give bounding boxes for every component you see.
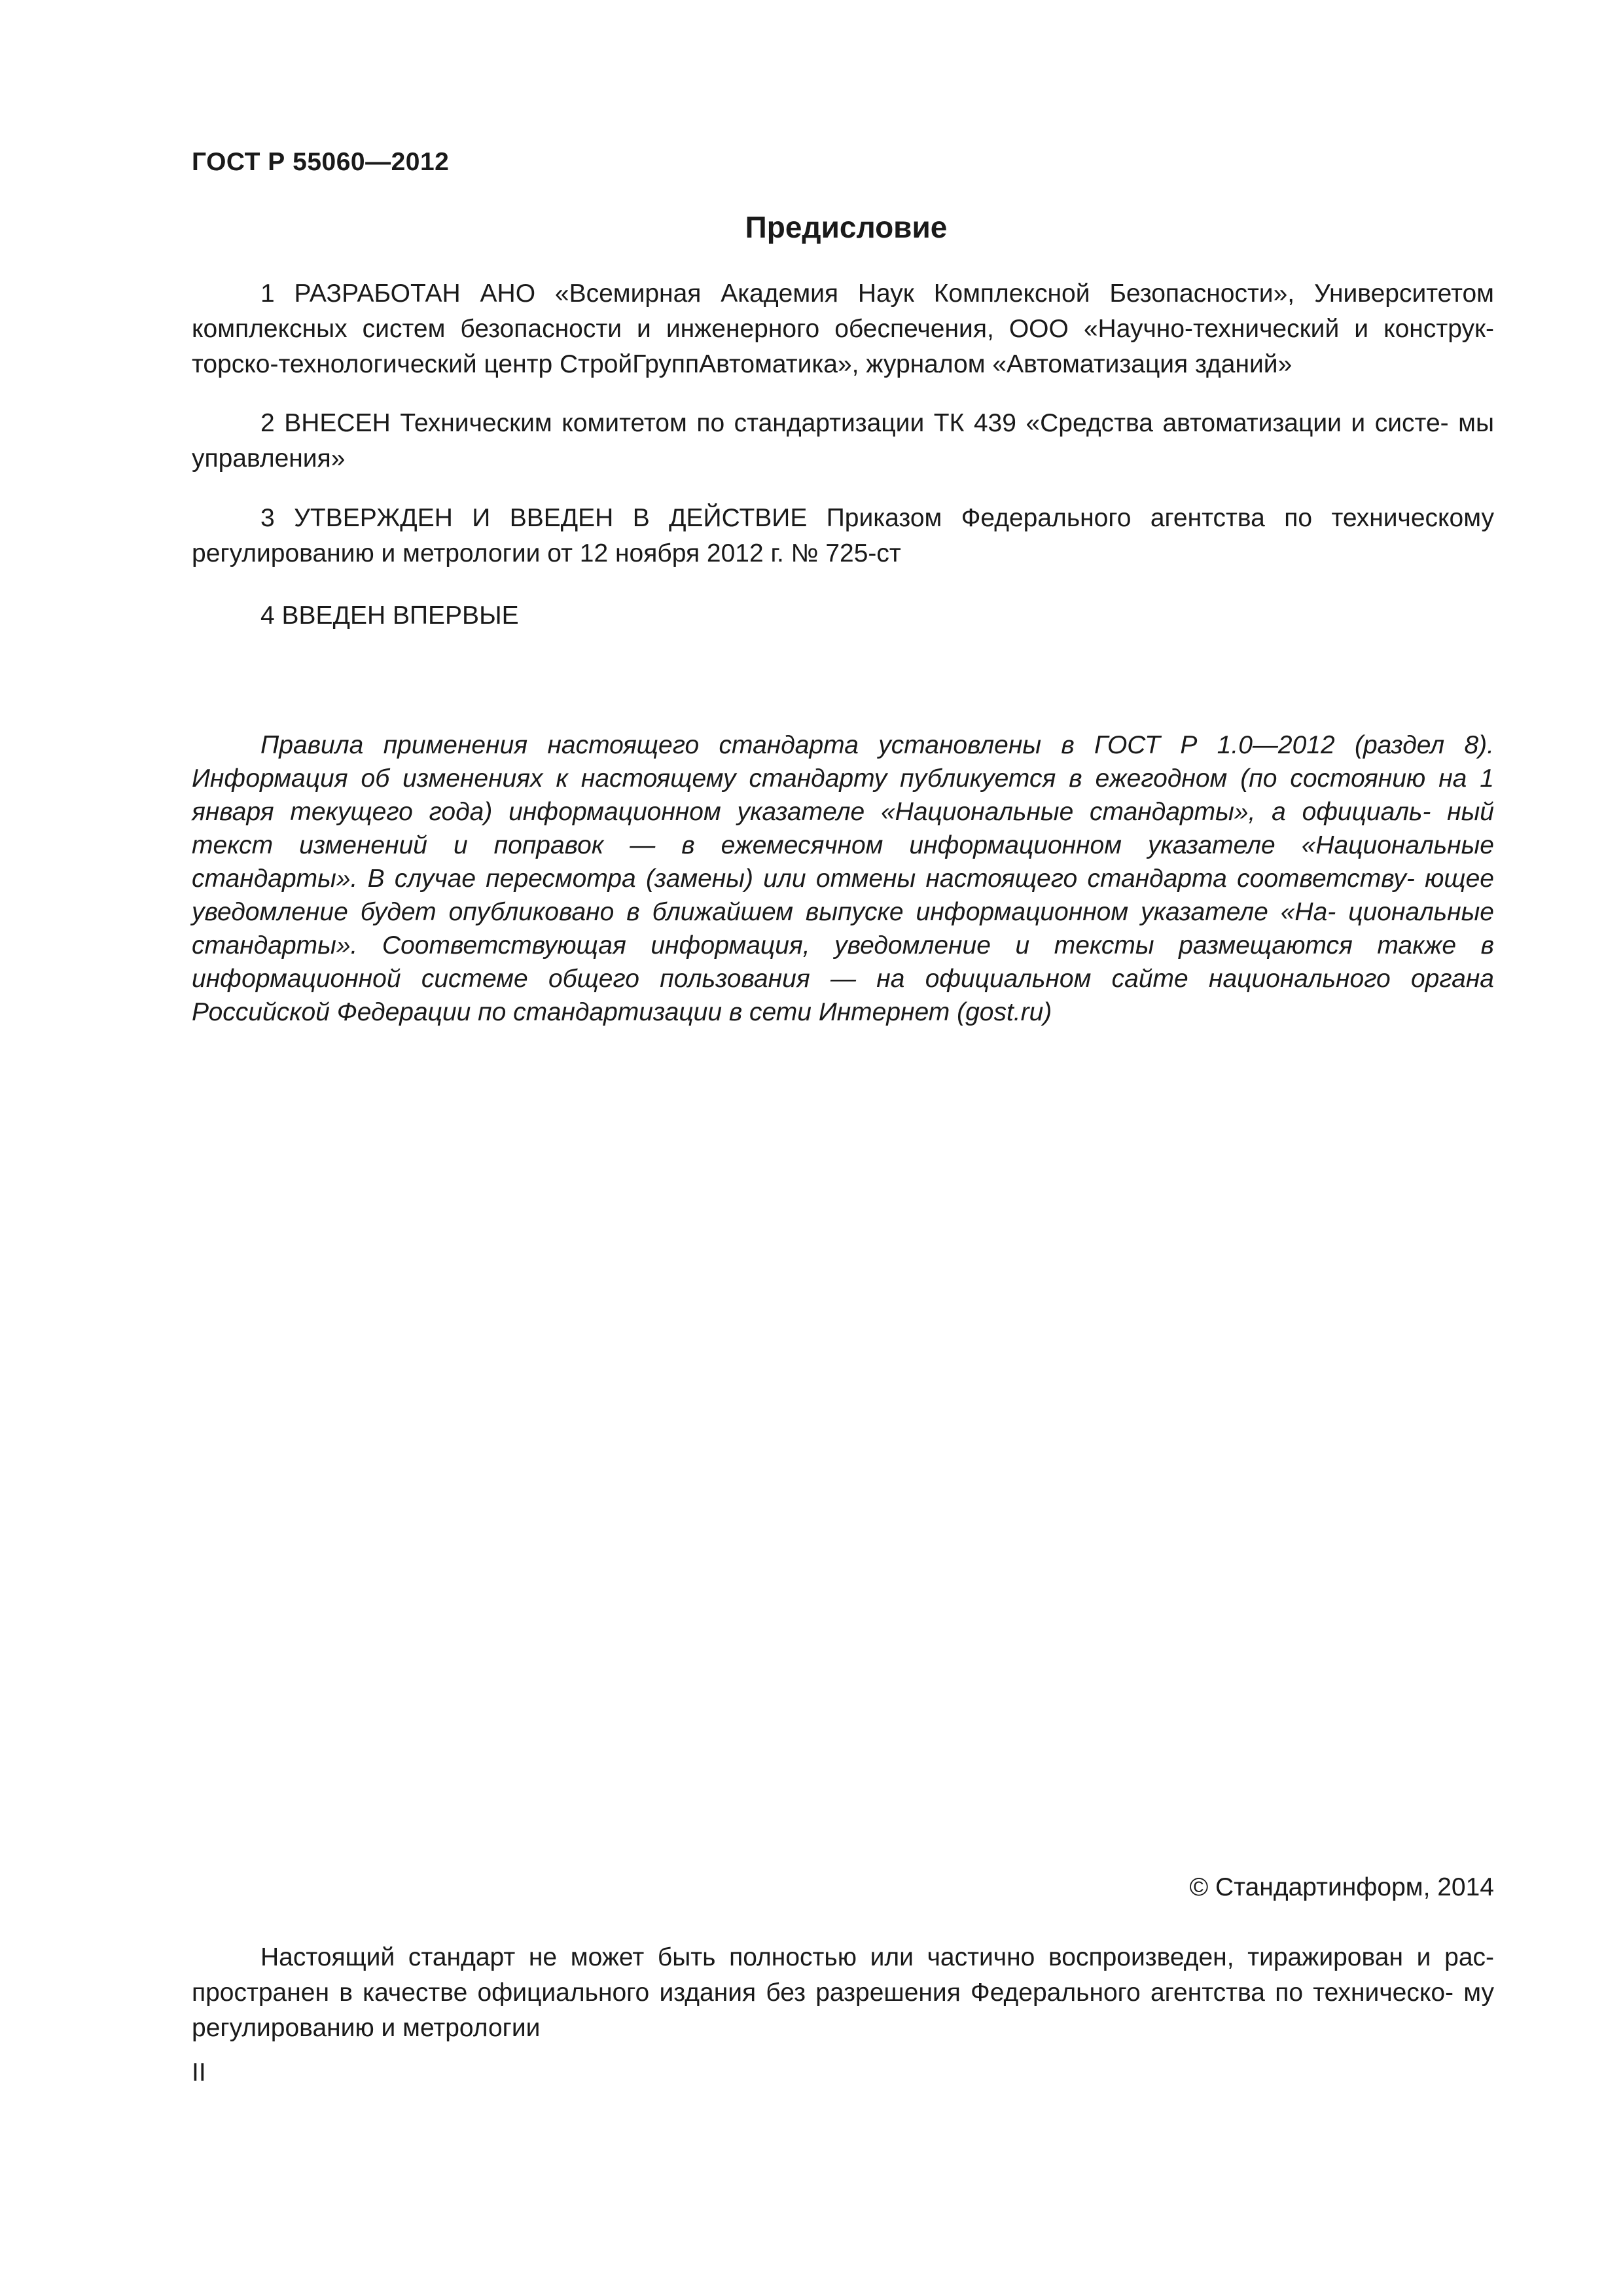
preface-item-first-introduced: 4 ВВЕДЕН ВПЕРВЫЕ — [260, 601, 519, 630]
preface-item-introduced: 2 ВНЕСЕН Техническим комитетом по стандартизации ТК 439 «Средства автоматизации и систе- мы управления» — [192, 409, 1494, 473]
document-code: ГОСТ Р 55060—2012 — [192, 148, 450, 176]
preface-item-approved: 3 УТВЕРЖДЕН И ВВЕДЕН В ДЕЙСТВИЕ Приказом Федерального агентства по техническому регулированию и метрологии от 12 ноября 2012 г. № 725-ст — [192, 504, 1494, 567]
reproduction-notice: Настоящий стандарт не может быть полностью или частично воспроизведен, тиражирован и рас- пространен в качестве официального издания без разрешения Федерального агентства по техническо- му регулированию и метрологии — [192, 1943, 1494, 2042]
copyright-line: © Стандартинформ, 2014 — [1189, 1873, 1494, 1901]
preface-item-developed: 1 РАЗРАБОТАН АНО «Всемирная Академия Наук Комплексной Безопасности», Университетом комплексных систем безопасности и инженерного обеспечения, ООО «Научно-технический и конструк- торско-технологический центр СтройГруппАвтоматика», журналом «Автоматизация зданий» — [192, 279, 1494, 378]
page-title: Предисловие — [745, 210, 948, 244]
page-number: II — [192, 2058, 206, 2087]
application-rules-notice: Правила применения настоящего стандарта установлены в ГОСТ Р 1.0—2012 (раздел 8). Информация об изменениях к настоящему стандарту публикуется в ежегодном (по состоянию на 1 января текущего года) информационном указателе «Национальные стандарты», а официаль- ный текст изменений и поправок — в ежемесячном информационном указателе «Национальные стандарты». В случае пересмотра (замены) или отмены настоящего стандарта соответству- ющее уведомление будет опубликовано в ближайшем выпуске информационном указателе «На- циональные стандарты». Соответствующая информация, уведомление и тексты размещаются также в информационной системе общего пользования — на официальном сайте национального органа Российской Федерации по стандартизации в сети Интернет (gost.ru) — [192, 731, 1494, 1026]
